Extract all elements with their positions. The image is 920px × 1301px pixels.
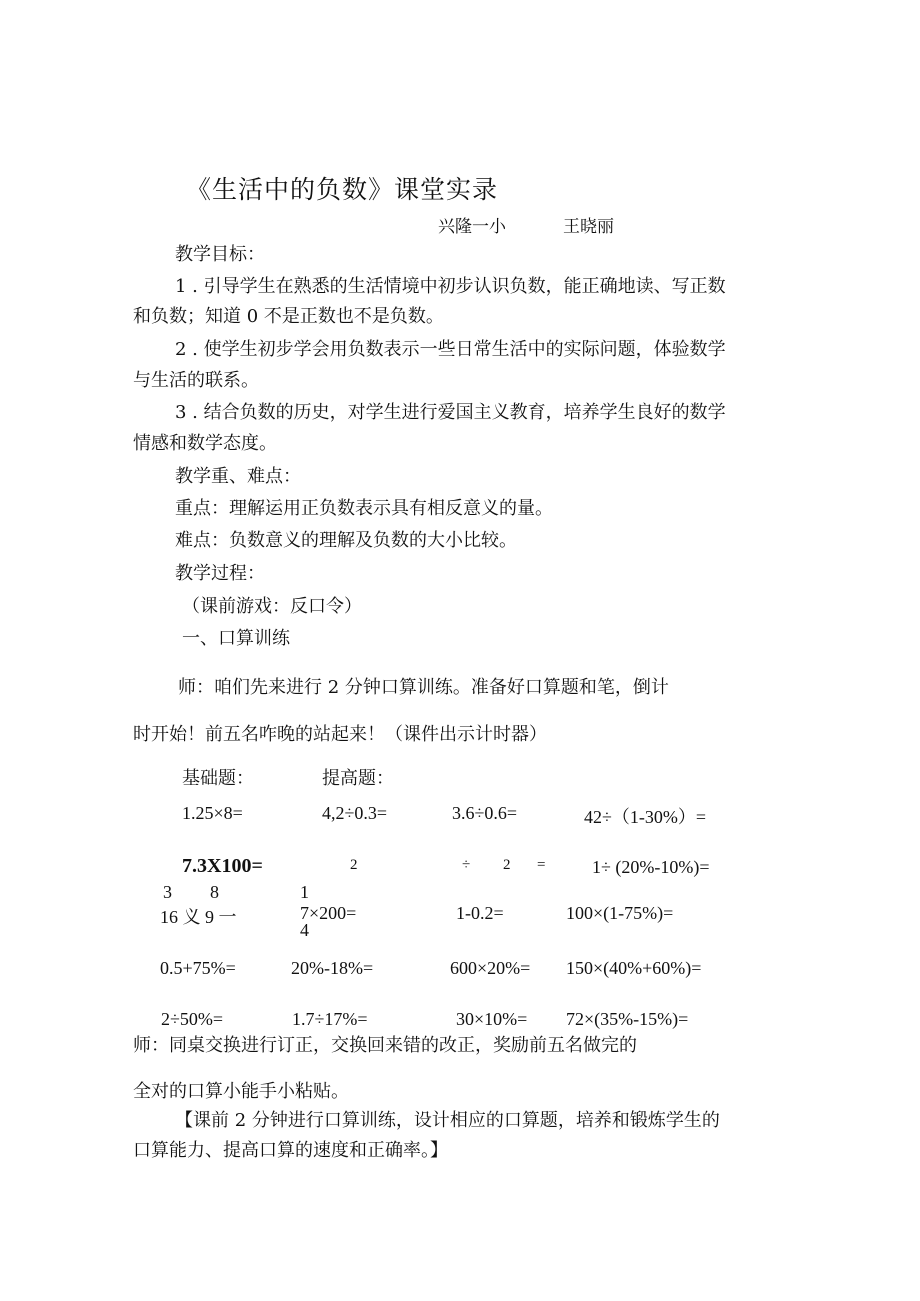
design-note-line-1: 【课前 2 分钟进行口算训练，设计相应的口算题，培养和锻炼学生的 bbox=[175, 1110, 720, 1131]
exercise-row3-item: 7×200= bbox=[300, 903, 357, 923]
exercise-row2-fragment: ÷ bbox=[462, 857, 471, 873]
section-oral-calculation: 一、口算训练 bbox=[182, 628, 290, 649]
exercise-row4-item: 600×20%= bbox=[450, 958, 531, 978]
teacher-correction-line-2: 全对的口算小能手小粘贴。 bbox=[133, 1081, 349, 1102]
process-heading: 教学过程： bbox=[175, 563, 265, 584]
author-name: 王晓丽 bbox=[563, 217, 614, 237]
exercise-row5-item: 1.7÷17%= bbox=[292, 1009, 368, 1029]
teacher-line-2: 时开始！前五名咋晚的站起来！（课件出示计时器） bbox=[133, 724, 547, 745]
exercise-row1-item: 1.25×8= bbox=[182, 803, 243, 823]
exercise-row3-fragment: 4 bbox=[300, 920, 309, 940]
pre-class-game: （课前游戏：反口令） bbox=[182, 596, 362, 617]
exercise-row2-item: 1÷ (20%-10%)= bbox=[592, 857, 710, 877]
exercise-row1-item: 3.6÷0.6= bbox=[452, 803, 518, 823]
key-points-heading: 教学重、难点： bbox=[175, 466, 301, 487]
difficult-point: 难点：负数意义的理解及负数的大小比较。 bbox=[175, 530, 517, 551]
exercise-row4-item: 0.5+75%= bbox=[160, 958, 236, 978]
exercise-row3-fragment: 8 bbox=[210, 882, 219, 902]
key-point: 重点：理解运用正负数表示具有相反意义的量。 bbox=[175, 498, 553, 519]
exercise-row2-fragment: 2 bbox=[350, 857, 358, 873]
exercise-row2-fragment: = bbox=[537, 857, 546, 873]
exercise-row5-item: 2÷50%= bbox=[161, 1009, 224, 1029]
document-title: 《生活中的负数》课堂实录 bbox=[186, 175, 499, 204]
exercise-row1-item: 42÷（1-30%）= bbox=[584, 807, 707, 827]
goal-2-line1: 2 . 使学生初步学会用负数表示一些日常生活中的实际问题，体验数学 bbox=[175, 339, 726, 360]
exercise-row2-fragment: 2 bbox=[503, 857, 511, 873]
goal-2-line2: 与生活的联系。 bbox=[133, 370, 259, 391]
exercise-row2-item: 7.3X100= bbox=[182, 855, 263, 877]
teacher-line-1: 师：咱们先来进行 2 分钟口算训练。准备好口算题和笔，倒计 bbox=[178, 677, 669, 698]
teacher-correction-line-1: 师：同桌交换进行订正，交换回来错的改正，奖励前五名做完的 bbox=[133, 1035, 637, 1056]
exercise-row3-item: 1-0.2= bbox=[456, 903, 504, 923]
advanced-label: 提高题： bbox=[322, 768, 394, 789]
exercise-row5-item: 72×(35%-15%)= bbox=[566, 1009, 689, 1029]
design-note-line-2: 口算能力、提高口算的速度和正确率。】 bbox=[133, 1140, 448, 1161]
goal-1-line2: 和负数；知道 0 不是正数也不是负数。 bbox=[133, 306, 444, 327]
exercise-row5-item: 30×10%= bbox=[456, 1009, 528, 1029]
exercise-row3-item: 100×(1-75%)= bbox=[566, 903, 674, 923]
goal-1-line1: 1 . 引导学生在熟悉的生活情境中初步认识负数，能正确地读、写正数 bbox=[175, 276, 726, 297]
exercise-row1-item: 4,2÷0.3= bbox=[322, 803, 388, 823]
goal-3-line2: 情感和数学态度。 bbox=[133, 433, 277, 454]
goals-heading: 教学目标： bbox=[175, 244, 265, 265]
exercise-row3-fragment: 3 bbox=[163, 882, 172, 902]
author-school: 兴隆一小 bbox=[438, 217, 506, 237]
exercise-row4-item: 150×(40%+60%)= bbox=[566, 958, 702, 978]
exercise-row3-item: 16 义 9 一 bbox=[160, 907, 237, 927]
exercise-row3-fragment: 1 bbox=[300, 882, 309, 902]
exercise-row4-item: 20%-18%= bbox=[291, 958, 374, 978]
goal-3-line1: 3 . 结合负数的历史，对学生进行爱国主义教育，培养学生良好的数学 bbox=[175, 402, 726, 423]
basic-label: 基础题： bbox=[182, 768, 254, 789]
